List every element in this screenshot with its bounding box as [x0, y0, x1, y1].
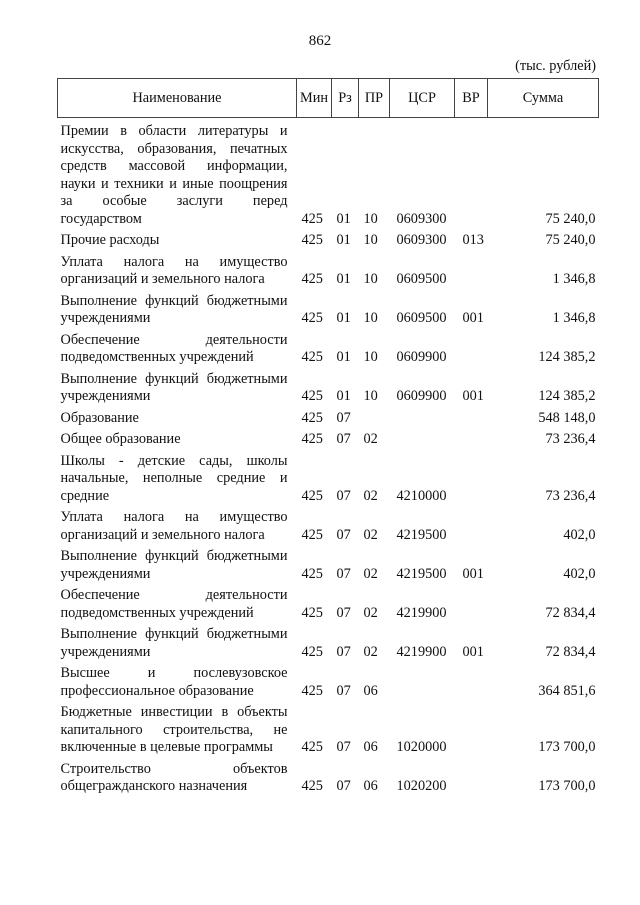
cell-name: Образование — [60, 409, 139, 426]
cell-vr — [455, 118, 488, 231]
cell-vr — [455, 663, 488, 702]
table-row — [58, 330, 599, 369]
cell-name: Общее образование — [60, 431, 181, 447]
table-header — [58, 79, 599, 118]
cell-rz: 07 — [336, 409, 351, 426]
cell-csr — [390, 408, 455, 430]
header-min: Мин — [297, 79, 332, 118]
cell-sum: 124 385,2 — [538, 388, 596, 404]
cell-pr: 10 — [363, 271, 378, 287]
cell-vr: 001 — [462, 388, 484, 404]
cell-vr: 013 — [462, 232, 484, 248]
table-row — [58, 507, 599, 546]
cell-csr: 0609500 — [396, 271, 447, 287]
cell-rz: 07 — [336, 643, 351, 660]
cell-pr: 02 — [363, 526, 378, 543]
table-row — [58, 230, 599, 252]
header-csr: ЦСР — [390, 79, 455, 118]
cell-name: Выполнение функций бюджетными учреждениями — [60, 626, 288, 660]
cell-vr: 001 — [462, 310, 484, 326]
cell-csr: 4219500 — [396, 526, 447, 543]
cell-rz: 07 — [336, 604, 351, 621]
cell-sum: 1 346,8 — [552, 271, 596, 287]
cell-vr — [455, 585, 488, 624]
cell-rz: 07 — [336, 739, 351, 755]
table-row — [58, 546, 599, 585]
cell-min: 425 — [301, 310, 323, 326]
cell-vr: 001 — [462, 565, 484, 582]
cell-pr: 10 — [363, 388, 378, 404]
cell-vr — [455, 759, 488, 798]
cell-csr: 4219900 — [396, 643, 447, 660]
cell-sum: 73 236,4 — [545, 431, 596, 447]
cell-csr: 4210000 — [396, 487, 447, 504]
cell-sum: 75 240,0 — [545, 210, 596, 227]
cell-name: Выполнение функций бюджетными учреждениями — [60, 370, 288, 404]
cell-vr — [455, 507, 488, 546]
cell-name: Высшее и послевузовское профессиональное образование — [60, 665, 288, 699]
table-row — [58, 759, 599, 798]
cell-vr — [455, 429, 488, 451]
cell-sum: 75 240,0 — [545, 232, 596, 248]
header-rz: Рз — [332, 79, 359, 118]
cell-name: Уплата налога на имущество организаций и земельного налога — [60, 253, 288, 287]
cell-rz: 01 — [336, 349, 351, 365]
cell-csr: 0609300 — [396, 210, 447, 227]
cell-name: Школы - детские сады, школы начальные, неполные средние и средние — [60, 452, 288, 504]
cell-rz: 07 — [336, 682, 351, 699]
cell-sum: 402,0 — [563, 526, 596, 543]
table-row — [58, 408, 599, 430]
cell-csr — [390, 663, 455, 702]
table-row — [58, 252, 599, 291]
cell-csr: 0609300 — [396, 232, 447, 248]
cell-pr: 10 — [363, 310, 378, 326]
cell-rz: 07 — [336, 487, 351, 504]
cell-vr — [455, 408, 488, 430]
cell-name: Обеспечение деятельности подведомственных учреждений — [60, 587, 288, 621]
table-row — [58, 291, 599, 330]
cell-vr — [455, 252, 488, 291]
cell-min: 425 — [301, 271, 323, 287]
cell-csr: 1020000 — [396, 739, 447, 755]
cell-name: Премии в области литературы и искусства, образования, печатных средств массовой информации, науки и техники и иные поощрения за особые заслуги перед государством — [60, 123, 288, 227]
cell-rz: 07 — [336, 778, 351, 794]
table-row — [58, 369, 599, 408]
cell-sum: 72 834,4 — [545, 643, 596, 660]
cell-csr — [390, 429, 455, 451]
cell-vr — [455, 330, 488, 369]
cell-min: 425 — [301, 409, 323, 426]
table-row — [58, 118, 599, 231]
table-row — [58, 663, 599, 702]
cell-min: 425 — [301, 682, 323, 699]
cell-min: 425 — [301, 388, 323, 404]
cell-name: Уплата налога на имущество организаций и земельного налога — [60, 509, 288, 543]
cell-min: 425 — [301, 349, 323, 365]
cell-pr: 02 — [363, 604, 378, 621]
header-pr: ПР — [359, 79, 390, 118]
cell-csr: 1020200 — [396, 778, 447, 794]
cell-rz: 01 — [336, 388, 351, 404]
cell-sum: 73 236,4 — [545, 487, 596, 504]
table-row — [58, 624, 599, 663]
cell-rz: 01 — [336, 210, 351, 227]
cell-pr: 06 — [363, 778, 378, 794]
cell-min: 425 — [301, 604, 323, 621]
cell-csr: 0609900 — [396, 388, 447, 404]
cell-min: 425 — [301, 431, 323, 447]
cell-csr: 0609500 — [396, 310, 447, 326]
cell-min: 425 — [301, 565, 323, 582]
cell-min: 425 — [301, 739, 323, 755]
header-name: Наименование — [58, 79, 297, 118]
cell-min: 425 — [301, 232, 323, 248]
header-vr: ВР — [455, 79, 488, 118]
cell-pr: 10 — [363, 349, 378, 365]
cell-min: 425 — [301, 487, 323, 504]
cell-name: Бюджетные инвестиции в объекты капитального строительства, не включенные в целевые программы — [60, 704, 288, 755]
cell-csr: 4219900 — [396, 604, 447, 621]
cell-name: Выполнение функций бюджетными учреждениями — [60, 292, 288, 326]
cell-sum: 548 148,0 — [538, 409, 596, 426]
cell-sum: 173 700,0 — [538, 739, 596, 755]
cell-vr — [455, 702, 488, 759]
cell-rz: 07 — [336, 565, 351, 582]
cell-sum: 402,0 — [563, 565, 596, 582]
cell-sum: 124 385,2 — [538, 349, 596, 365]
cell-pr: 02 — [363, 487, 378, 504]
cell-csr: 4219500 — [396, 565, 447, 582]
cell-min: 425 — [301, 526, 323, 543]
cell-csr: 0609900 — [396, 349, 447, 365]
cell-pr: 02 — [363, 565, 378, 582]
cell-sum: 364 851,6 — [538, 682, 596, 699]
table-row — [58, 429, 599, 451]
cell-pr: 02 — [363, 643, 378, 660]
budget-table — [57, 78, 599, 798]
cell-name: Обеспечение деятельности подведомственных учреждений — [60, 331, 288, 365]
cell-rz: 01 — [336, 310, 351, 326]
cell-sum: 173 700,0 — [538, 778, 596, 794]
cell-rz: 01 — [336, 271, 351, 287]
cell-rz: 01 — [336, 232, 351, 248]
cell-sum: 1 346,8 — [552, 310, 596, 326]
cell-pr — [359, 408, 390, 430]
page-number: 862 — [308, 33, 332, 49]
cell-vr: 001 — [462, 643, 484, 660]
table-row — [58, 702, 599, 759]
cell-min: 425 — [301, 210, 323, 227]
cell-min: 425 — [301, 778, 323, 794]
table-row — [58, 451, 599, 508]
units-label: (тыс. рублей) — [515, 58, 596, 74]
cell-pr: 10 — [363, 210, 378, 227]
cell-pr: 10 — [363, 232, 378, 248]
table-row — [58, 585, 599, 624]
header-sum: Сумма — [488, 79, 599, 118]
cell-name: Строительство объектов общегражданского назначения — [60, 760, 288, 794]
cell-vr — [455, 451, 488, 508]
cell-min: 425 — [301, 643, 323, 660]
cell-name: Прочие расходы — [60, 232, 160, 248]
cell-pr: 02 — [363, 431, 378, 447]
cell-pr: 06 — [363, 682, 378, 699]
cell-name: Выполнение функций бюджетными учреждениями — [60, 548, 288, 582]
cell-sum: 72 834,4 — [545, 604, 596, 621]
cell-rz: 07 — [336, 431, 351, 447]
cell-pr: 06 — [363, 739, 378, 755]
cell-rz: 07 — [336, 526, 351, 543]
